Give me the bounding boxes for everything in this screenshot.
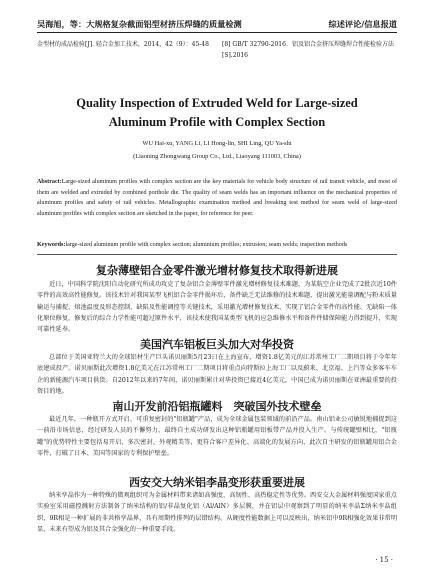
reference-right-num: [8]: [222, 41, 231, 48]
news-title-1: 复杂薄壁铝合金零件激光增材修复技术取得新进展: [96, 264, 338, 277]
news-body-1: 近日，中国科学院沈阳自动化研究所成功攻克了复杂铝合金薄壁零件激光增材修复技术难题，为某航空企业完成了2批次近10件零件的高效高性能修复。该技术针对我国某型飞机铝合金零件损坏后，备件缺乏无法维修的技术难题，提出激光能量调配与粉末质量输运与捕捉、熔池温度及形态控制、缺陷及性能调控等关键技术，采用激光增材修复技术，实现了铝合金零件的高性能、无缺陷一体化原位修复，修复后的综合力学性能可超过原件水平，该技术使我国某类型飞机的应急维修水平和备件件储保障能力得到提升，实现可靠性延寿。: [37, 281, 397, 334]
news-title-2: 美国汽车铝板巨头加大对华投资: [140, 338, 294, 351]
running-header: [37, 14, 397, 33]
abstract-label: Abstract:: [37, 179, 62, 185]
reference-right: [212, 39, 397, 61]
header-right: 综述评论/信息报道: [328, 19, 397, 29]
english-authors: WU Hai-xu, YANG Li, LI Hong-lin, SHI Ling, QU Ya-shi: [142, 140, 292, 147]
english-title-line2: Aluminum Profile with Complex Section: [108, 115, 326, 129]
reference-right-text: GB/T 32790-2016．铝及铝合金挤压焊缝焊合性能检验方法[S].2016: [222, 41, 394, 59]
keywords-text: large-sized aluminum profile with complex section; aluminium profiles; extrusion; seam welds; inspection methods: [65, 242, 348, 248]
references: [37, 39, 397, 61]
reference-left: 金型材的成品检验[J]. 轻合金加工技术，2014，42（9）：45-48: [37, 41, 209, 48]
abstract-text: Large-sized aluminum profiles with complex section are the key materials for vehicle body structure of rail transit vehicle, and most of them are welded and extruded by combined porthole die. The quality of seam welds has an important influence on the mechanical properties of aluminum profiles and safety of rail vehicles. Metallographic examination method and breaking test method for seam weld of large-sized aluminum profiles with complex section are sketched in the paper, for reference for peer.: [37, 179, 397, 217]
page-number: · 15 ·: [375, 556, 393, 564]
news-title-3: 南山开发前沿铝瓶罐料 突破国外技术壁垒: [112, 400, 322, 413]
header-left: 吴海旭，等：大规格复杂截面铝型材挤压焊缝的质量检测: [37, 19, 242, 29]
english-affiliation: (Liaoning Zhongwang Group Co., Ltd., Liaoyang 111003, China): [133, 153, 301, 160]
english-keywords: [37, 240, 397, 251]
english-title: [37, 94, 397, 132]
divider: [37, 254, 397, 255]
news-body-4: 纳米孪晶作为一种特殊的微观组织可为金属材料带来诸如高强度、高韧性、高热稳定性等优势。西安交大金属材料强度国家重点实验室采用磁控溅射方法制备了纳米结构的铝/非晶复化铝（Al/AlN）多层膜，并在铝层中观察到了明显的纳米孪晶Σ纳米孪晶组织，9R相是一种扩展的非共格孪晶界，具有周期性排列的层错结构。从硬度性能数据上可以反映出，纳米铝中9R相强化效果非常明显，未来有望成为铝及其合金强化的一种重要手段。: [37, 492, 397, 533]
news-body-2: 总部位于美国亚特兰大的全球铝材生产巨头诺贝丽斯5月23日在上海宣布，增资1.8亿美元的江苏常州工厂二期项目将于今年年底建成投产。诺贝丽斯此次增资1.8亿美元在江苏常州工厂二期项目将重点向特斯拉上海工厂以及蔚来、北京福、上汽等众多客车车企的新能源汽车项目供货。自2012年以来的7年间，诺贝丽斯累计对华投资已接近4亿美元，中国已成为诺贝丽斯在亚洲最重要的投资目的地。: [37, 354, 397, 395]
english-abstract: [37, 177, 397, 219]
keywords-label: Keywords:: [37, 242, 66, 248]
news-body-3: 最近几年，一种瓶开方式开启、可重复密封的"铝瓶罐"产品，成为全球金属包装领域的前沿产品。南山铝业公司敏锐地捕捉到这一前沿市场信息，经过研发人员的不懈努力，最终自主成功研发出这种铝瓶罐用铝板带产品并投入生产。与传统罐壁相比，"铝瓶罐"的优势特性主要包括易开启、多次密封、外观精美等，更符合客户差异化、高端化的发展方向，此次自主研发的铝瓶罐用铝合金零件，打破了日本、美国等国家的专利保护壁垒。: [37, 416, 397, 457]
english-title-line1: Quality Inspection of Extruded Weld for Large-sized: [76, 96, 358, 110]
news-title-4: 西安交大纳米铝李晶变形获重要进展: [129, 476, 305, 489]
